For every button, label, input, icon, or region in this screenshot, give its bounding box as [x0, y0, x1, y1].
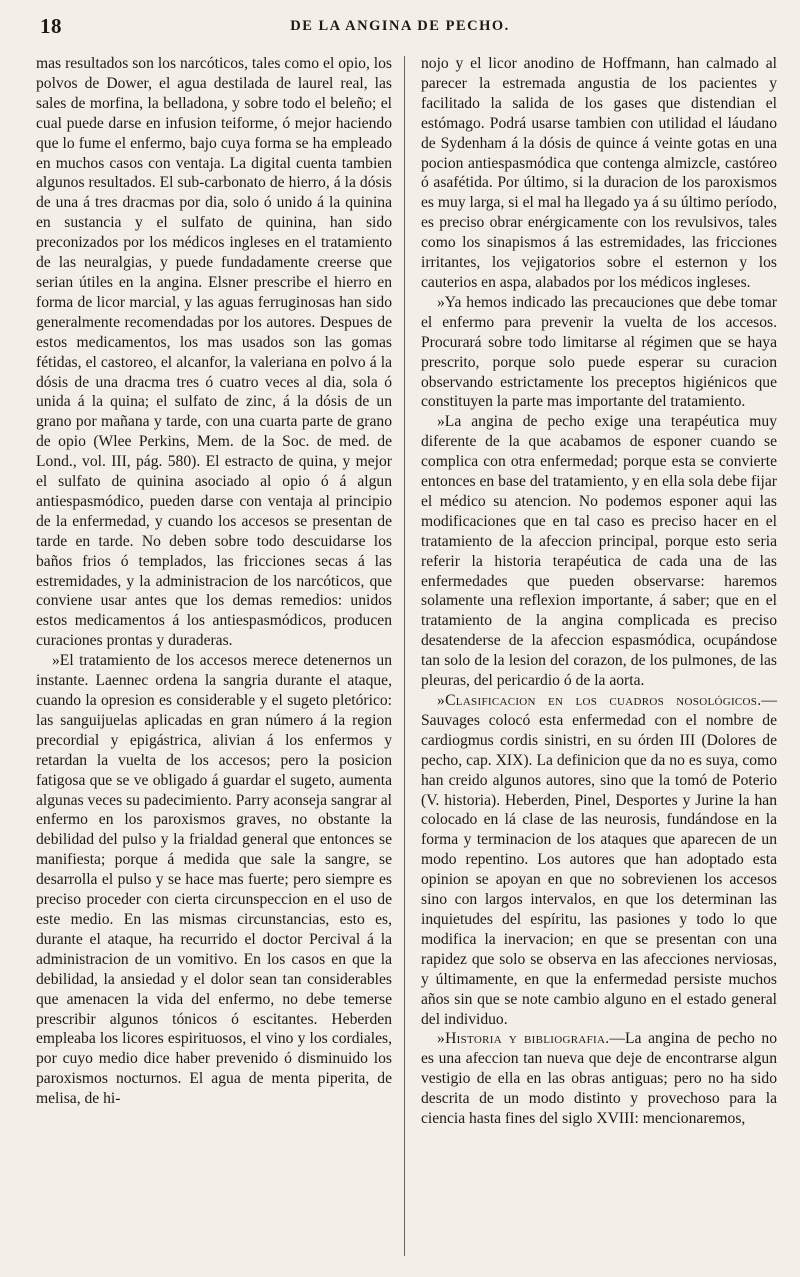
paragraph: »El tratamiento de los accesos merece detenernos un instante. Laennec ordena la sangria durante el ataque, cuando la opresion es considerable y el sugeto pletórico: las sanguijuelas aplicadas en gran número á la region precordial y epigástrica, alivian á los enfermos y retardan la vuelta de los accesos; pero la posicion fatigosa que se ve obligado á guardar el sugeto, aumenta algunas veces su padecimiento. Parry aconseja sangrar al enfermo en los paroxismos graves, no obstante la debilidad del pulso y la frialdad general que entonces se manifiesta; porque á medida que sale la sangre, se desarrolla el pulso y se hace mas fuerte; pero siempre es preciso proceder con cierta circunspeccion en el uso de este medio. En las mismas circunstancias, esto es, durante el ataque, ha recurrido el doctor Percival á la administracion de un vomitivo. En los casos en que la debilidad, la ansiedad y el dolor sean tan considerables que amenacen la vida del enfermo, no debe temerse prescribir algunos tónicos ó escitantes. Heberden empleaba los licores espirituosos, el vino y los cordiales, por cuyo medio dice haber prevenido ó disminuido los paroxismos nocturnos. El agua de menta piperita, de melisa, de hi- — [36, 652, 392, 1108]
paragraph: »La angina de pecho exige una terapéutica muy diferente de la que acabamos de esponer cuando se complica con otra enfermedad; porque esta se convierte entonces en base del tratamiento, y en ella sola debe fijar el médico su atencion. No podemos esponer aqui las modificaciones que en tal caso es preciso hacer en el tratamiento de la afeccion principal, porque esto seria referir la historia terapéutica de cada una de las enfermedades que pueden observarse: haremos solamente una reflexion importante, á saber; que en el tratamiento de la angina complicada es preciso desatenderse de la afeccion espasmódica, ocupándose tan solo de la lesion del corazon, de los pulmones, de las pleuras, del pericardio ó de la aorta. — [421, 413, 777, 690]
paragraph — [421, 1029, 777, 1129]
paragraph-text: —Sauvages colocó esta enfermedad con el nombre de cardiogmus cordis sinistri, en su órden III (Dolores de pecho, cap. XIX). La definicion que da no es suya, como han creido algunos autores, sino que la tomó de Poterio (V. historia). Heberden, Pinel, Desportes y Jurine la han colocado en lá clase de las neurosis, fundándose en la forma y terminacion de los ataques que aparecen de un modo repentino. Los autores que han adoptado esta opinion se apoyan en que no sobrevienen los accesos sino con largos intervalos, en que los determinan las inquietudes del espíritu, las pasiones y todo lo que modifica la inervacion; en que se presentan con una rapidez que solo se observa en las afecciones nerviosas, y últimamente, en que la enfermedad persiste muchos años sin que se note cambio alguno en el estado general del individuo. — [421, 692, 777, 1028]
section-heading: »Historia y bibliografia. — [437, 1030, 610, 1048]
paragraph: mas resultados son los narcóticos, tales como el opio, los polvos de Dower, el agua destilada de laurel real, las sales de morfina, la belladona, y sobre todo el beleño; el cual puede darse en infusion teiforme, ó mejor haciendo que lo fume el enfermo, bajo cuya forma se ha empleado en muchos casos con ventaja. La digital cuenta tambien algunos resultados. El sub-carbonato de hierro, á la dósis de una á tres dracmas por dia, solo ó unido á la quinina en sustancia y el sulfato de quinina, han sido preconizados por los médicos ingleses en el tratamiento de las neuralgias, y puede fundadamente creerse que serian útiles en la angina. Elsner prescribe el hierro en forma de licor marcial, y las aguas ferruginosas han sido generalmente recomendadas por los autores. Despues de estos medicamentos, los mas usados son las gomas fétidas, el castoreo, el alcanfor, la valeriana en polvo á la dósis de una dracma tres ó cuatro veces al dia, sola ó unida á la quina; el sulfato de zinc, á la dósis de un grano por mañana y tarde, con una cuarta parte de grano de opio (Wlee Perkins, Mem. de la Soc. de med. de Lond., vol. III, pág. 580). El estracto de quina, y mejor el sulfato de quinina asociado al opio ó á algun antiespasmódico, pueden darse con ventaja al principio de la enfermedad, y cuando los accesos se presentan de tarde en tarde. No deben sobre todo descuidarse los baños frios ó templados, las fricciones secas á las estremidades, y la administracion de los narcóticos, que conviene usar antes que los demas remedios: unidos estos medicamentos á los antiespasmódicos, producen curaciones prontas y duraderas. — [36, 55, 392, 650]
page-header — [40, 14, 760, 44]
section-heading: »Clasificacion en los cuadros nosológicos. — [437, 692, 762, 709]
running-head: DE LA ANGINA DE PECHO. — [290, 18, 510, 34]
left-column — [36, 54, 392, 1109]
right-column — [421, 54, 777, 1129]
paragraph-text: —La angina de pecho no es una afeccion tan nueva que deje de encontrarse algun vestigio de ella en las obras antiguas; pero no ha sido descrita de un modo distinto y provechoso para la ciencia hasta fines del siglo XVIII: mencionaremos, — [421, 1030, 777, 1128]
paragraph: »Ya hemos indicado las precauciones que debe tomar el enfermo para prevenir la vuelta de los accesos. Procurará sobre todo limitarse al régimen que se haya prescrito, porque solo puede esperar su curacion observando estrictamente los preceptos higiénicos que constituyen la parte mas importante del tratamiento. — [421, 293, 777, 411]
column-divider — [404, 56, 405, 1256]
paragraph — [421, 691, 777, 1029]
paragraph: nojo y el licor anodino de Hoffmann, han calmado al parecer la estremada angustia de los pacientes y facilitado la salida de los gases que distendian el estómago. Podrá usarse tambien con utilidad el láudano de Sydenham á la dósis de quince á veinte gotas en una pocion antiespasmódica que contenga almizcle, castóreo ó asafétida. Por último, si la duracion de los paroxismos es muy larga, si el mal ha llegado ya á su último período, es preciso obrar enérgicamente con los revulsivos, tales como los sinapismos á las estremidades, las fricciones irritantes, los vejigatorios sobre el esternon y los cauterios en aspa, alabados por los médicos ingleses. — [421, 55, 777, 291]
page-number: 18 — [40, 14, 62, 38]
